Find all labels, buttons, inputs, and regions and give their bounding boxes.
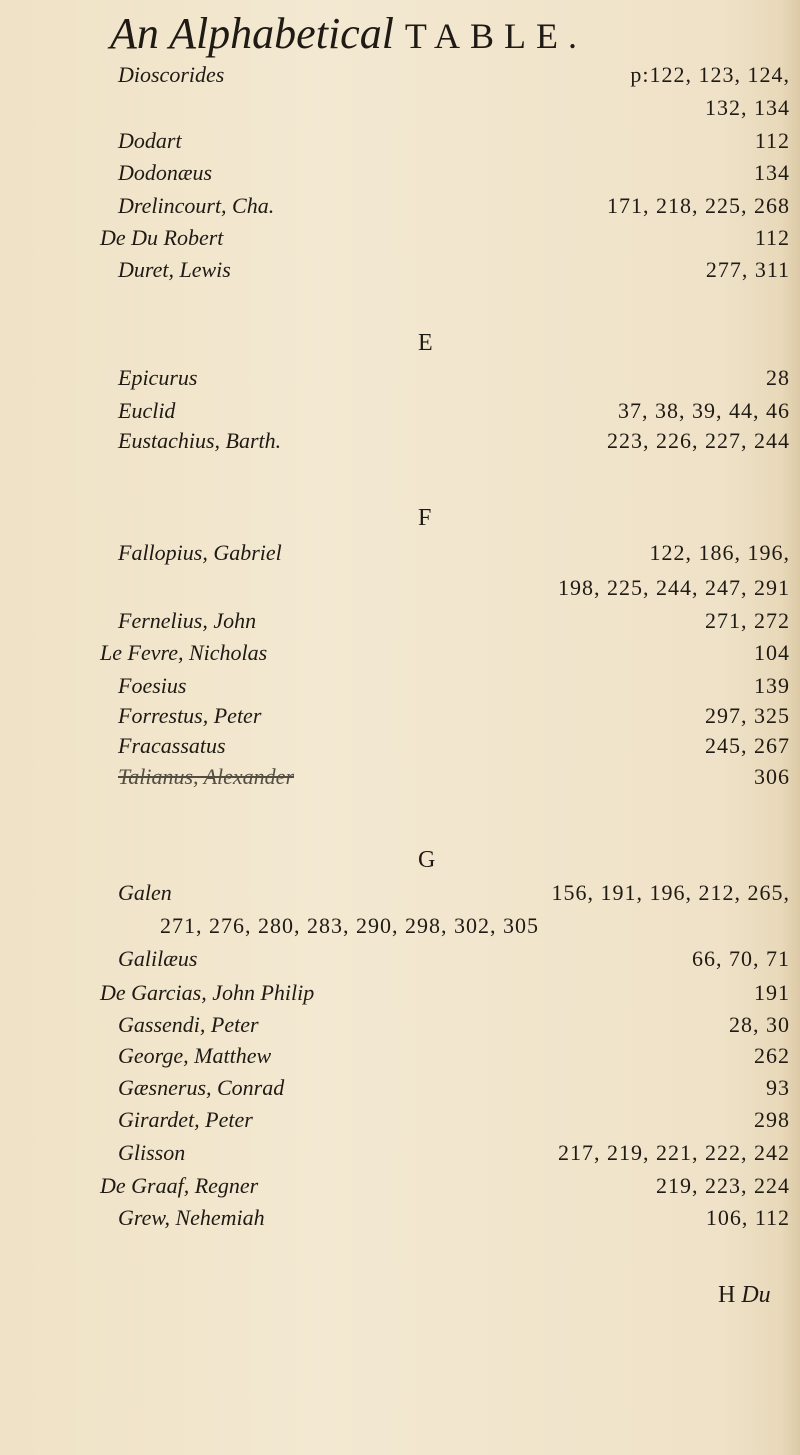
entry-pages: 139	[754, 673, 790, 698]
entry-name: Eustachius, Barth.	[118, 428, 282, 453]
entry-name: Gæsnerus, Conrad	[118, 1075, 285, 1100]
index-entry	[0, 398, 800, 428]
entry-pages: 37, 38, 39, 44, 46	[618, 398, 790, 423]
index-entry	[0, 640, 800, 670]
entry-pages: 191	[754, 980, 790, 1005]
entry-name: Galilæus	[118, 946, 198, 971]
entry-name: Le Fevre, Nicholas	[100, 640, 268, 665]
entry-pages: 298	[754, 1107, 790, 1132]
entry-pages-continued: 198, 225, 244, 247, 291	[558, 575, 790, 600]
entry-name: Gassendi, Peter	[118, 1012, 259, 1037]
entry-pages: 245, 267	[705, 733, 790, 758]
index-entry	[0, 1107, 800, 1137]
entry-name: Dodonæus	[118, 160, 213, 185]
index-entry	[0, 428, 800, 458]
entry-continuation	[0, 95, 800, 125]
index-entry	[0, 1140, 800, 1170]
entry-pages: 219, 223, 224	[656, 1173, 790, 1198]
entry-pages: 262	[754, 1043, 790, 1068]
entry-pages: 271, 272	[705, 608, 790, 633]
entry-name: Glisson	[118, 1140, 186, 1165]
entry-pages: 277, 311	[705, 257, 790, 282]
index-entry	[0, 1205, 800, 1235]
entry-pages-continued: 132, 134	[705, 95, 790, 120]
entry-name: Fracassatus	[118, 733, 226, 758]
catchword-word: Du	[741, 1282, 771, 1308]
entry-pages: 171, 218, 225, 268	[607, 193, 790, 218]
entry-pages: p:122, 123, 124,	[630, 62, 790, 87]
entry-name: Galen	[118, 880, 172, 905]
index-entry	[0, 540, 800, 570]
entry-pages: 223, 226, 227, 244	[607, 428, 790, 453]
entry-pages: 297, 325	[705, 703, 790, 728]
index-entry	[0, 1043, 800, 1073]
entry-pages: 66, 70, 71	[692, 946, 790, 971]
section-letter: G	[418, 847, 436, 873]
entry-name: De Du Robert	[100, 225, 224, 250]
catchword-letter: H	[718, 1282, 736, 1308]
catchword	[718, 1282, 771, 1309]
entry-continuation	[0, 913, 800, 943]
index-entry	[0, 193, 800, 223]
title-caps: TABLE.	[404, 16, 588, 56]
entry-pages: 306	[754, 764, 790, 789]
index-entry	[0, 980, 800, 1010]
entry-name: Drelincourt, Cha.	[118, 193, 275, 218]
entry-name: Euclid	[118, 398, 176, 423]
entry-pages: 93	[766, 1075, 790, 1100]
entry-name: Talianus, Alexander	[118, 764, 295, 789]
entry-pages-continued: 271, 276, 280, 283, 290, 298, 302, 305	[160, 913, 539, 938]
entry-name: Dioscorides	[118, 62, 225, 87]
entry-pages: 217, 219, 221, 222, 242	[558, 1140, 790, 1165]
entry-name: De Graaf, Regner	[100, 1173, 259, 1198]
entry-name: Duret, Lewis	[118, 257, 231, 282]
section-letter: E	[418, 330, 433, 356]
entry-pages: 112	[754, 128, 790, 153]
entry-name: Girardet, Peter	[118, 1107, 253, 1132]
index-entry	[0, 257, 800, 287]
entry-name: Foesius	[118, 673, 187, 698]
index-entry	[0, 703, 800, 733]
entry-name: Grew, Nehemiah	[118, 1205, 265, 1230]
entry-pages: 134	[754, 160, 790, 185]
entry-pages: 28, 30	[729, 1012, 790, 1037]
index-entry	[0, 733, 800, 763]
entry-pages: 156, 191, 196, 212, 265,	[551, 880, 790, 905]
index-entry	[0, 673, 800, 703]
index-entry	[0, 62, 800, 92]
page-title	[110, 8, 587, 59]
index-entry	[0, 764, 800, 794]
index-entry	[0, 608, 800, 638]
index-entry	[0, 1075, 800, 1105]
entry-name: Forrestus, Peter	[118, 703, 262, 728]
index-entry	[0, 1173, 800, 1203]
index-entry	[0, 160, 800, 190]
entry-name: Fernelius, John	[118, 608, 257, 633]
index-entry	[0, 880, 800, 910]
entry-name: Dodart	[118, 128, 182, 153]
entry-pages: 122, 186, 196,	[649, 540, 790, 565]
entry-name: George, Matthew	[118, 1043, 272, 1068]
entry-pages: 104	[754, 640, 790, 665]
entry-name: Fallopius, Gabriel	[118, 540, 282, 565]
index-entry	[0, 946, 800, 976]
entry-name: Epicurus	[118, 365, 198, 390]
entry-pages: 106, 112	[705, 1205, 790, 1230]
title-italic: An Alphabetical	[110, 9, 394, 58]
index-entry	[0, 1012, 800, 1042]
index-entry	[0, 225, 800, 255]
entry-pages: 112	[754, 225, 790, 250]
entry-continuation	[0, 575, 800, 605]
section-letter: F	[418, 505, 432, 531]
index-entry	[0, 128, 800, 158]
entry-pages: 28	[766, 365, 790, 390]
index-entry	[0, 365, 800, 395]
entry-name: De Garcias, John Philip	[100, 980, 315, 1005]
